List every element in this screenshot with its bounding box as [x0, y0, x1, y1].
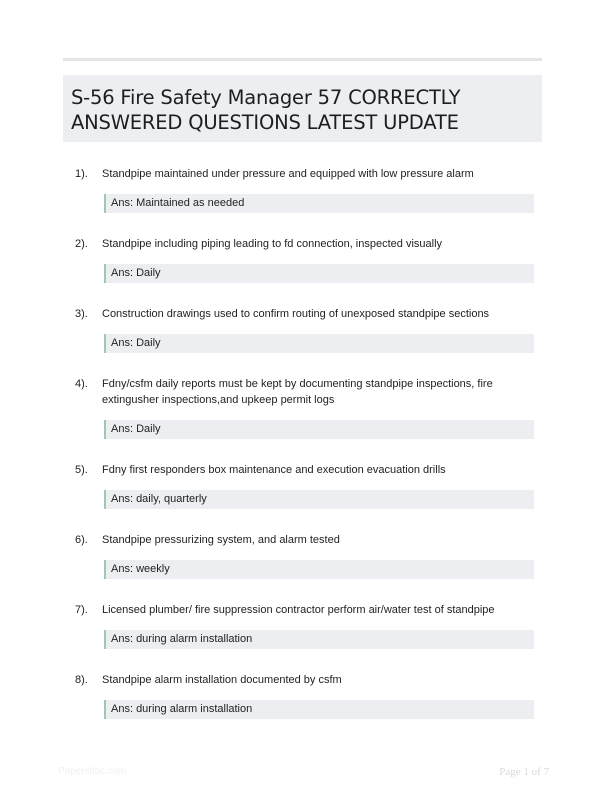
- question-item: [75, 602, 535, 649]
- answer-box: Ans: during alarm installation: [104, 630, 534, 649]
- question-text: Standpipe maintained under pressure and equipped with low pressure alarm: [102, 168, 474, 180]
- question-number: 7).: [75, 604, 88, 616]
- question-number: 1).: [75, 168, 88, 180]
- top-divider: [63, 58, 542, 61]
- question-item: [75, 236, 535, 283]
- answer-box: Ans: weekly: [104, 560, 534, 579]
- question-number: 3).: [75, 308, 88, 320]
- question-number: 2).: [75, 238, 88, 250]
- answer-box: Ans: Daily: [104, 420, 534, 439]
- footer-watermark: Paperstitic.com: [58, 766, 127, 777]
- question-number: 4).: [75, 378, 88, 390]
- question-item: [75, 462, 535, 509]
- answer-box: Ans: Maintained as needed: [104, 194, 534, 213]
- question-item: [75, 166, 535, 213]
- question-item: [75, 532, 535, 579]
- question-list: [75, 166, 535, 742]
- answer-box: Ans: Daily: [104, 264, 534, 283]
- question-text: Fdny/csfm daily reports must be kept by documenting standpipe inspections, fire extingusher inspections,and upkeep permit logs: [102, 378, 493, 406]
- answer-box: Ans: Daily: [104, 334, 534, 353]
- question-number: 6).: [75, 534, 88, 546]
- question-item: [75, 672, 535, 719]
- title-banner: [63, 75, 542, 142]
- question-text: Standpipe pressurizing system, and alarm tested: [102, 534, 340, 546]
- question-item: [75, 306, 535, 353]
- question-number: 5).: [75, 464, 88, 476]
- question-text: Fdny first responders box maintenance and execution evacuation drills: [102, 464, 446, 476]
- question-text: Standpipe alarm installation documented by csfm: [102, 674, 342, 686]
- question-number: 8).: [75, 674, 88, 686]
- page-number: Page 1 of 7: [499, 766, 549, 778]
- document-title: S-56 Fire Safety Manager 57 CORRECTLY ANSWERED QUESTIONS LATEST UPDATE: [71, 86, 461, 134]
- answer-box: Ans: daily, quarterly: [104, 490, 534, 509]
- question-item: [75, 376, 535, 439]
- answer-box: Ans: during alarm installation: [104, 700, 534, 719]
- question-text: Standpipe including piping leading to fd connection, inspected visually: [102, 238, 443, 250]
- question-text: Construction drawings used to confirm routing of unexposed standpipe sections: [102, 308, 490, 320]
- question-text: Licensed plumber/ fire suppression contractor perform air/water test of standpipe: [102, 604, 495, 616]
